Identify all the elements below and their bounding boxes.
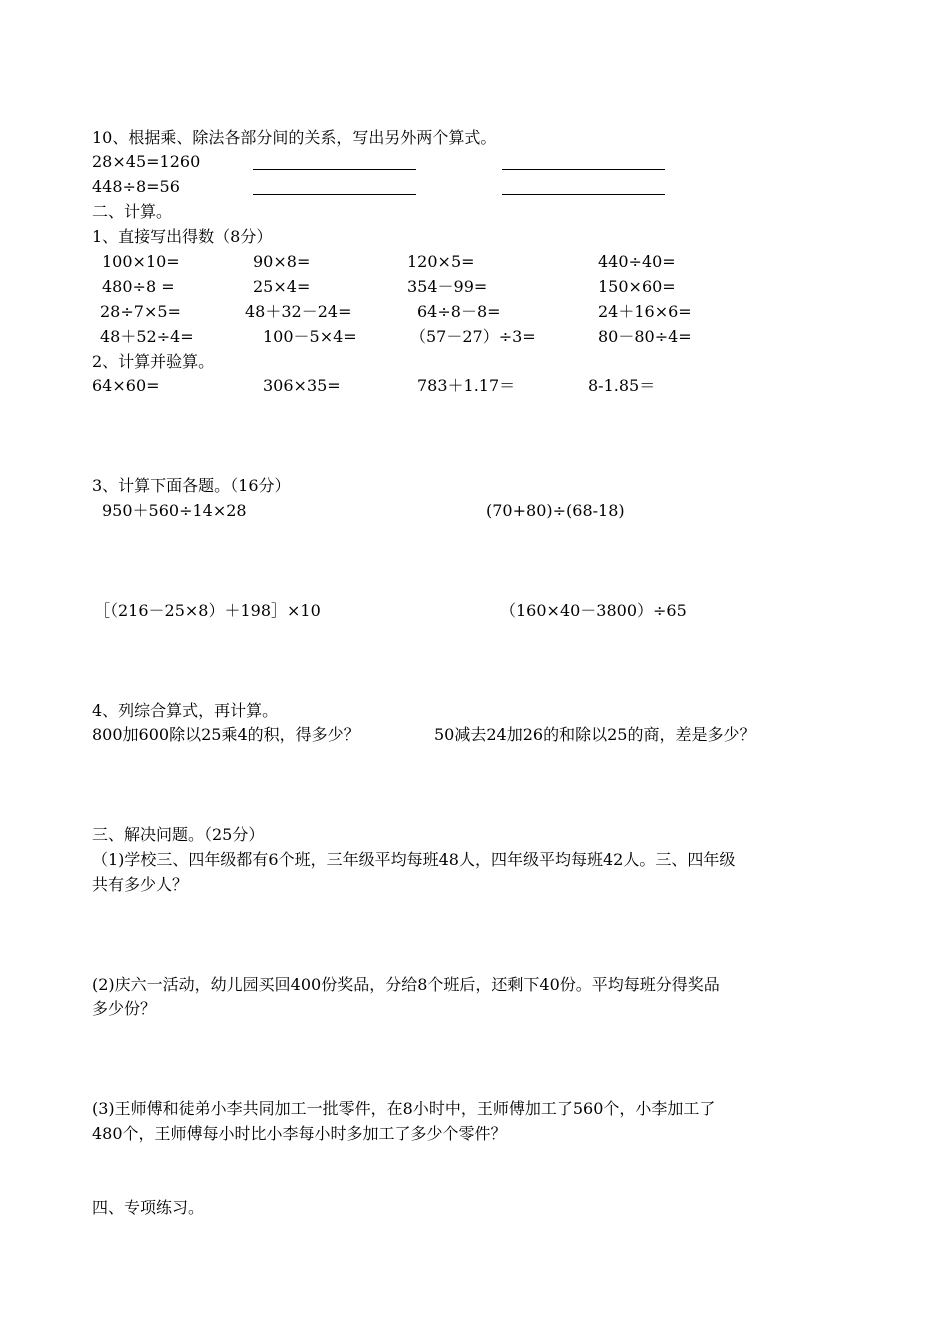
mental-math-item: 24＋16×6=	[598, 302, 692, 321]
answer-blank[interactable]	[253, 194, 416, 195]
mental-math-item: 48＋32－24=	[245, 302, 352, 321]
calc-item: ［（216－25×8）＋198］×10	[94, 601, 321, 620]
mental-math-item: 64÷8－8=	[417, 302, 501, 321]
mental-math-item: （57－27）÷3=	[410, 327, 536, 346]
part-1-title: 1、直接写出得数（8分）	[92, 227, 273, 246]
calc-item: (70+80)÷(68-18)	[486, 501, 625, 520]
problem-1-line-1: （1)学校三、四年级都有6个班，三年级平均每班48人，四年级平均每班42人。三、四年级	[92, 850, 736, 869]
calc-item: （160×40－3800）÷65	[500, 601, 687, 620]
mental-math-item: 480÷8 =	[102, 277, 175, 296]
q10-title: 10、根据乘、除法各部分间的关系，写出另外两个算式。	[92, 128, 497, 147]
part-4-title: 4、列综合算式，再计算。	[92, 701, 279, 720]
answer-blank[interactable]	[502, 169, 665, 170]
problem-2-line-2: 多少份？	[92, 999, 157, 1018]
mental-math-item: 120×5=	[407, 252, 475, 271]
mental-math-item: 354－99=	[407, 277, 488, 296]
mental-math-item: 48＋52÷4=	[100, 327, 194, 346]
problem-1-line-2: 共有多少人？	[92, 875, 189, 894]
verify-item: 783＋1.17＝	[417, 376, 516, 395]
answer-blank[interactable]	[253, 169, 416, 170]
word-formula-1: 800加600除以25乘4的积，得多少？	[92, 725, 360, 744]
mental-math-item: 100－5×4=	[263, 327, 357, 346]
mental-math-item: 90×8=	[253, 252, 311, 271]
word-formula-2: 50减去24加26的和除以25的商，差是多少？	[434, 725, 756, 744]
part-3-title: 3、计算下面各题。（16分）	[92, 476, 291, 495]
verify-item: 8-1.85＝	[588, 376, 656, 395]
q10-equation-1: 28×45=1260	[92, 152, 201, 171]
mental-math-item: 28÷7×5=	[100, 302, 181, 321]
part-2-title: 2、计算并验算。	[92, 352, 215, 371]
section-4-heading: 四、专项练习。	[92, 1198, 205, 1217]
mental-math-item: 100×10=	[102, 252, 180, 271]
section-2-heading: 二、计算。	[92, 202, 173, 221]
verify-item: 306×35=	[263, 376, 341, 395]
mental-math-item: 25×4=	[253, 277, 311, 296]
answer-blank[interactable]	[502, 194, 665, 195]
problem-3-line-2: 480个，王师傅每小时比小李每小时多加工了多少个零件？	[92, 1124, 507, 1143]
section-3-heading: 三、解决问题。（25分）	[92, 825, 265, 844]
q10-equation-2: 448÷8=56	[92, 177, 180, 196]
problem-3-line-1: (3)王师傅和徒弟小李共同加工一批零件，在8小时中，王师傅加工了560个，小李加工了	[92, 1099, 716, 1118]
mental-math-item: 440÷40=	[598, 252, 676, 271]
calc-item: 950＋560÷14×28	[102, 501, 247, 520]
mental-math-item: 150×60=	[598, 277, 676, 296]
problem-2-line-1: (2)庆六一活动，幼儿园买回400份奖品，分给8个班后，还剩下40份。平均每班分得奖品	[92, 975, 720, 994]
verify-item: 64×60=	[92, 376, 160, 395]
mental-math-item: 80－80÷4=	[598, 327, 692, 346]
